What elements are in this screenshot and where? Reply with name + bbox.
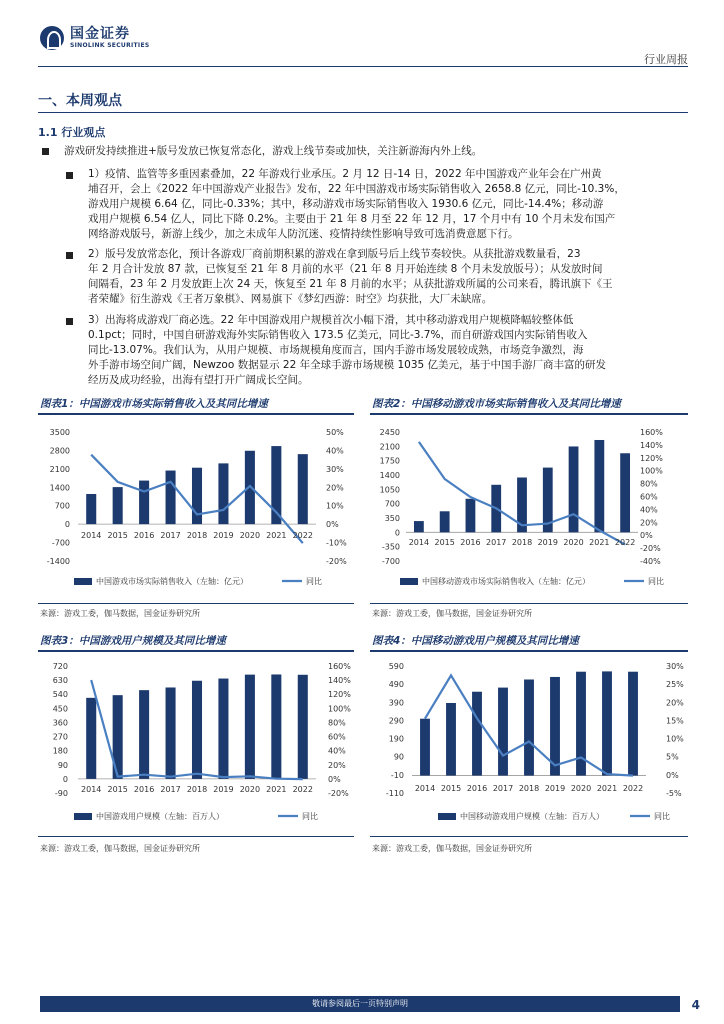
left-axis-tick: 0 bbox=[394, 528, 400, 538]
left-axis-tick: 1400 bbox=[49, 483, 70, 493]
point-2-line: 2）版号发放常态化，预计各游戏厂商前期积累的游戏在拿到版号后上线节奏较快。从获批游戏数量看，23 bbox=[88, 248, 581, 260]
bar bbox=[524, 679, 534, 775]
right-axis-tick: 20% bbox=[640, 518, 658, 528]
point-1 bbox=[88, 167, 688, 242]
category-label: 2022 bbox=[292, 785, 313, 794]
right-axis-tick: 10% bbox=[666, 734, 684, 744]
category-label: 2017 bbox=[160, 531, 181, 540]
left-axis-tick: -110 bbox=[385, 789, 404, 798]
left-axis-tick: 290 bbox=[388, 716, 404, 726]
main-point: 游戏研发持续推进+版号发放已恢复常态化，游戏上线节奏或加快，关注新游海内外上线。 bbox=[64, 145, 483, 157]
logo-mark-icon bbox=[40, 26, 64, 50]
figure-3-bottom-rule bbox=[38, 836, 354, 837]
left-axis-tick: 1750 bbox=[379, 456, 400, 466]
left-axis-tick: -700 bbox=[51, 538, 70, 548]
legend-bar-label: 中国移动游戏用户规模（左轴：百万人） bbox=[460, 812, 604, 821]
figure-2-source: 来源：游戏工委，伽马数据，国金证券研究所 bbox=[372, 609, 532, 618]
point-2-line: 者荣耀》衍生游戏《王者万象棋》、网易旗下《梦幻西游：时空》均获批，大厂未缺席。 bbox=[88, 293, 493, 305]
footer-bar bbox=[40, 996, 680, 1012]
bar bbox=[192, 468, 202, 524]
left-axis-tick: 350 bbox=[384, 514, 400, 523]
category-label: 2014 bbox=[414, 784, 436, 793]
bar bbox=[594, 440, 604, 532]
right-axis-tick: 25% bbox=[666, 680, 684, 690]
figure-1-title: 图表1：中国游戏市场实际销售收入及其同比增速 bbox=[40, 398, 268, 410]
point-3-line: 0.1pct；同时，中国自研游戏海外实际销售收入 173.5 亿美元，同比-3.7%，而自研游戏国内实际销售收入 bbox=[88, 329, 588, 341]
point-3 bbox=[88, 313, 688, 388]
bullet-square-icon bbox=[66, 172, 73, 179]
legend-bar-label: 中国游戏用户规模（左轴：百万人） bbox=[96, 812, 224, 821]
right-axis-tick: 100% bbox=[640, 466, 663, 476]
category-label: 2022 bbox=[292, 531, 313, 540]
left-axis-tick: 1050 bbox=[379, 485, 400, 495]
footer-disclaimer: 敬请参阅最后一页特别声明 bbox=[312, 999, 408, 1008]
company-logo bbox=[40, 26, 149, 50]
left-axis-tick: 540 bbox=[52, 690, 68, 700]
right-axis-tick: -20% bbox=[640, 544, 661, 554]
category-label: 2014 bbox=[81, 531, 102, 540]
left-axis-tick: 2450 bbox=[379, 428, 400, 437]
category-label: 2014 bbox=[81, 785, 102, 794]
left-axis-tick: 2100 bbox=[49, 464, 70, 474]
bullet-square-icon bbox=[42, 148, 49, 155]
point-3-line: 外手游市场空间广阔，Newzoo 数据显示 22 年全球手游市场规模 1035 亿美元，基于中国手游厂商丰富的研发 bbox=[88, 359, 607, 371]
legend-bar-swatch bbox=[74, 813, 92, 820]
left-axis-tick: 0 bbox=[62, 774, 68, 784]
bar bbox=[498, 688, 508, 776]
category-label: 2017 bbox=[486, 538, 507, 547]
right-axis-tick: 140% bbox=[640, 440, 663, 450]
right-axis-tick: 0% bbox=[666, 770, 679, 780]
bar bbox=[218, 463, 228, 524]
category-label: 2016 bbox=[133, 785, 155, 794]
right-axis-tick: 120% bbox=[640, 453, 663, 463]
legend-line-label: 同比 bbox=[306, 577, 322, 586]
category-label: 2018 bbox=[511, 538, 533, 547]
page-number: 4 bbox=[691, 998, 700, 1012]
left-axis-tick: 450 bbox=[52, 704, 68, 714]
point-1-line: 1）疫情、监管等多重因素叠加，22 年游戏行业承压。2 月 12 日-14 日，2022 年中国游戏产业年会在广州黄 bbox=[88, 168, 602, 180]
bar bbox=[446, 703, 456, 776]
category-label: 2020 bbox=[239, 785, 261, 794]
bar bbox=[466, 499, 476, 533]
category-label: 2016 bbox=[460, 538, 481, 547]
category-label: 2021 bbox=[266, 531, 287, 540]
point-3-line: 经历及成功经验，出海有望打开广阔成长空间。 bbox=[88, 374, 309, 386]
right-axis-tick: 100% bbox=[328, 704, 351, 714]
section-divider bbox=[38, 112, 688, 113]
category-label: 2016 bbox=[133, 531, 155, 540]
bar bbox=[139, 690, 149, 779]
bar bbox=[414, 521, 424, 532]
right-axis-tick: 30% bbox=[666, 662, 684, 671]
legend-bar-label: 中国游戏市场实际销售收入（左轴：亿元） bbox=[96, 577, 248, 586]
bar bbox=[218, 679, 228, 779]
bar bbox=[166, 687, 176, 778]
left-axis-tick: 90 bbox=[393, 752, 404, 762]
figure-4-title: 图表4：中国移动游戏用户规模及其同比增速 bbox=[372, 635, 579, 647]
bar bbox=[569, 446, 579, 532]
bar bbox=[298, 675, 308, 779]
category-label: 2021 bbox=[589, 538, 610, 547]
point-3-line: 3）出海将成游戏厂商必选。22 年中国游戏用户规模首次小幅下滑，其中移动游戏用户规模降幅较整体低 bbox=[88, 314, 574, 326]
legend-line-label: 同比 bbox=[648, 577, 664, 586]
chart-3 bbox=[38, 656, 354, 830]
bar bbox=[440, 511, 450, 532]
right-axis-tick: 10% bbox=[326, 501, 344, 511]
bar bbox=[86, 494, 96, 524]
right-axis-tick: -20% bbox=[326, 557, 347, 566]
right-axis-tick: 40% bbox=[640, 505, 658, 515]
figure-2-title: 图表2：中国移动游戏市场实际销售收入及其同比增速 bbox=[372, 398, 621, 410]
right-axis-tick: 15% bbox=[666, 716, 684, 726]
bar bbox=[271, 674, 281, 778]
chart-2 bbox=[370, 420, 688, 602]
left-axis-tick: 490 bbox=[388, 680, 404, 690]
category-label: 2021 bbox=[596, 784, 618, 793]
category-label: 2022 bbox=[614, 538, 636, 547]
left-axis-tick: 0 bbox=[64, 520, 70, 530]
right-axis-tick: 0% bbox=[326, 520, 339, 530]
left-axis-tick: 630 bbox=[52, 676, 68, 686]
legend-bar-label: 中国移动游戏市场实际销售收入（左轴：亿元） bbox=[422, 577, 590, 586]
point-3-line: 同比-13.07%。我们认为，从用户规模、市场规模角度而言，国内手游市场发展较成熟，市场竞争激烈，海 bbox=[88, 344, 584, 356]
figure-1-bottom-rule bbox=[38, 603, 354, 604]
category-label: 2021 bbox=[266, 785, 287, 794]
left-axis-tick: 270 bbox=[52, 732, 68, 742]
bar bbox=[420, 719, 430, 776]
bar bbox=[620, 453, 630, 532]
category-label: 2020 bbox=[563, 538, 584, 547]
category-label: 2016 bbox=[466, 784, 488, 793]
point-2 bbox=[88, 247, 688, 307]
category-label: 2020 bbox=[239, 531, 261, 540]
left-axis-tick: 720 bbox=[52, 662, 68, 671]
category-label: 2015 bbox=[107, 785, 128, 794]
bar bbox=[602, 671, 612, 775]
figure-2-top-rule bbox=[370, 413, 688, 415]
right-axis-tick: 0% bbox=[640, 531, 653, 541]
right-axis-tick: 30% bbox=[326, 464, 344, 474]
left-axis-tick: -350 bbox=[381, 542, 400, 552]
bar bbox=[113, 487, 123, 524]
bar bbox=[298, 454, 308, 524]
right-axis-tick: 160% bbox=[640, 428, 663, 437]
point-2-line: 年 2 月合计发放 87 款，已恢复至 21 年 8 月前的水平（21 年 8 月开始连续 8 个月未发放版号）；从发放时间 bbox=[88, 263, 603, 275]
left-axis-tick: -10 bbox=[390, 770, 404, 780]
bar bbox=[628, 672, 638, 776]
point-1-line: 游戏用户规模 6.64 亿，同比-0.33%；其中，移动游戏市场实际销售收入 1930.6 亿元，同比-14.4%；移动游 bbox=[88, 198, 604, 210]
right-axis-tick: 20% bbox=[328, 760, 346, 770]
right-axis-tick: 20% bbox=[666, 698, 684, 708]
point-1-line: 戏用户规模 6.54 亿人，同比下降 0.2%。主要由于 21 年 8 月至 22 年 12 月，17 个月中有 10 个月未发布国产 bbox=[88, 213, 616, 225]
figure-4-bottom-rule bbox=[370, 836, 688, 837]
right-axis-tick: 80% bbox=[640, 479, 658, 489]
right-axis-tick: -40% bbox=[640, 557, 661, 566]
figure-1-top-rule bbox=[38, 413, 354, 415]
bar bbox=[86, 698, 96, 779]
right-axis-tick: 160% bbox=[328, 662, 351, 671]
left-axis-tick: 90 bbox=[57, 760, 68, 770]
category-label: 2015 bbox=[434, 538, 455, 547]
left-axis-tick: 590 bbox=[388, 662, 404, 671]
category-label: 2020 bbox=[570, 784, 592, 793]
figure-4-top-rule bbox=[370, 650, 688, 652]
right-axis-tick: -10% bbox=[326, 538, 347, 548]
figure-3-title: 图表3：中国游戏用户规模及其同比增速 bbox=[40, 635, 226, 647]
figure-3-source: 来源：游戏工委，伽马数据，国金证券研究所 bbox=[40, 844, 200, 853]
left-axis-tick: 190 bbox=[388, 734, 404, 744]
logo-en-text: SINOLINK SECURITIES bbox=[70, 41, 150, 49]
legend-line-label: 同比 bbox=[302, 812, 318, 821]
point-1-line: 埔召开，会上《2022 年中国游戏产业报告》发布，22 年中国游戏市场实际销售收入 2658.8 亿元，同比-10.3%， bbox=[88, 183, 625, 195]
chart-4 bbox=[370, 656, 688, 830]
category-label: 2015 bbox=[440, 784, 462, 793]
left-axis-tick: -700 bbox=[381, 557, 400, 566]
right-axis-tick: 120% bbox=[328, 690, 351, 700]
category-label: 2018 bbox=[518, 784, 540, 793]
right-axis-tick: 40% bbox=[326, 446, 344, 456]
left-axis-tick: 390 bbox=[388, 698, 404, 708]
left-axis-tick: 3500 bbox=[49, 428, 70, 437]
left-axis-tick: 180 bbox=[52, 746, 68, 756]
legend-bar-swatch bbox=[74, 578, 92, 585]
left-axis-tick: 1400 bbox=[379, 471, 400, 480]
bar bbox=[472, 692, 482, 776]
legend-line-label: 同比 bbox=[654, 812, 670, 821]
category-label: 2015 bbox=[107, 531, 128, 540]
category-label: 2018 bbox=[186, 531, 208, 540]
category-label: 2019 bbox=[537, 538, 558, 547]
bar bbox=[245, 675, 255, 779]
category-label: 2017 bbox=[160, 785, 181, 794]
bullet-square-icon bbox=[66, 252, 73, 259]
right-axis-tick: 20% bbox=[326, 483, 344, 493]
left-axis-tick: 700 bbox=[54, 501, 70, 511]
right-axis-tick: -5% bbox=[666, 789, 682, 798]
category-label: 2018 bbox=[186, 785, 208, 794]
figure-4-source: 来源：游戏工委，伽马数据，国金证券研究所 bbox=[372, 844, 532, 853]
figure-2-bottom-rule bbox=[370, 603, 688, 604]
bar bbox=[139, 481, 149, 525]
logo-cn-text: 国金证券 bbox=[70, 25, 130, 42]
right-axis-tick: 5% bbox=[666, 752, 679, 762]
right-axis-tick: 50% bbox=[326, 428, 344, 437]
category-label: 2019 bbox=[213, 785, 234, 794]
left-axis-tick: -90 bbox=[54, 789, 68, 798]
legend-bar-swatch bbox=[400, 578, 418, 585]
category-label: 2022 bbox=[622, 784, 644, 793]
figure-1-source: 来源：游戏工委，伽马数据，国金证券研究所 bbox=[40, 609, 200, 618]
section-title: 一、本周观点 bbox=[38, 93, 122, 109]
bar bbox=[166, 471, 176, 525]
right-axis-tick: 0% bbox=[328, 774, 341, 784]
left-axis-tick: 2800 bbox=[49, 446, 70, 456]
bar bbox=[192, 681, 202, 779]
subsection-title: 1.1 行业观点 bbox=[38, 126, 106, 139]
right-axis-tick: 60% bbox=[640, 492, 658, 502]
chart-1 bbox=[38, 420, 354, 602]
left-axis-tick: 2100 bbox=[379, 442, 400, 452]
point-1-line: 网络游戏版号，新游上线少，加之未成年人防沉迷、疫情持续性影响导致可选消费意愿下行。 bbox=[88, 228, 519, 240]
figure-3-top-rule bbox=[38, 650, 354, 652]
page-header bbox=[0, 0, 724, 66]
category-label: 2014 bbox=[408, 538, 430, 547]
category-label: 2017 bbox=[492, 784, 514, 793]
left-axis-tick: 700 bbox=[384, 499, 400, 509]
header-divider bbox=[38, 66, 688, 67]
right-axis-tick: -20% bbox=[328, 789, 349, 798]
category-label: 2019 bbox=[544, 784, 566, 793]
category-label: 2019 bbox=[213, 531, 234, 540]
bullet-square-icon bbox=[66, 318, 73, 325]
right-axis-tick: 80% bbox=[328, 718, 346, 728]
left-axis-tick: 360 bbox=[52, 718, 68, 728]
right-axis-tick: 60% bbox=[328, 732, 346, 742]
right-axis-tick: 40% bbox=[328, 746, 346, 756]
legend-bar-swatch bbox=[438, 813, 456, 820]
report-type: 行业周报 bbox=[644, 53, 688, 66]
right-axis-tick: 140% bbox=[328, 676, 351, 686]
left-axis-tick: -1400 bbox=[46, 557, 70, 566]
point-2-line: 间隔看，23 年 2 月发放距上次 24 天，恢复至 21 年 8 月前的水平；从获批游戏所属的公司来看，腾讯旗下《王 bbox=[88, 278, 613, 290]
